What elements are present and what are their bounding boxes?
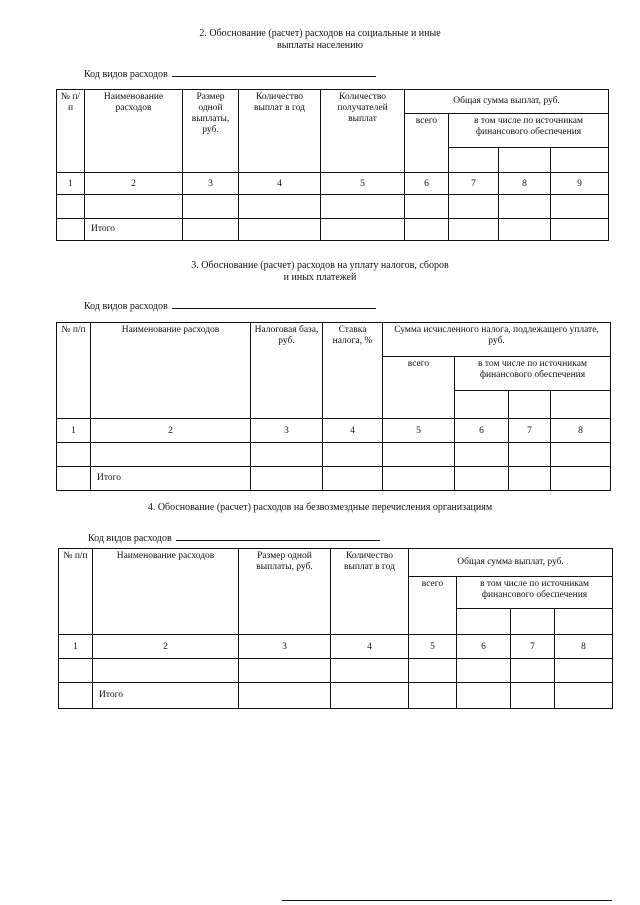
table-cell[interactable] bbox=[239, 195, 321, 219]
table-cell[interactable] bbox=[551, 219, 609, 241]
source-col-cell bbox=[455, 391, 509, 419]
column-number: 4 bbox=[239, 173, 321, 195]
header-name: Наименование расходов bbox=[93, 549, 239, 635]
column-number: 7 bbox=[511, 635, 555, 659]
section-3-code-row bbox=[84, 299, 376, 313]
column-number: 5 bbox=[321, 173, 405, 195]
table-row bbox=[59, 659, 613, 683]
header-count: Количество выплат в год bbox=[331, 549, 409, 635]
table-cell[interactable] bbox=[511, 683, 555, 709]
table-cell[interactable] bbox=[239, 683, 331, 709]
column-number: 3 bbox=[239, 635, 331, 659]
table-cell[interactable] bbox=[509, 443, 551, 467]
column-number: 2 bbox=[85, 173, 183, 195]
section-2-title-line2: выплаты населению bbox=[277, 40, 363, 51]
section-2-table bbox=[56, 89, 609, 241]
table-cell[interactable] bbox=[455, 467, 509, 491]
section-2-title-line1: 2. Обоснование (расчет) расходов на социальные и иные bbox=[199, 28, 441, 39]
table-cell[interactable] bbox=[323, 443, 383, 467]
section-2-code-label: Код видов расходов bbox=[84, 69, 168, 80]
column-number: 1 bbox=[57, 173, 85, 195]
table-cell[interactable] bbox=[239, 219, 321, 241]
column-number: 6 bbox=[457, 635, 511, 659]
section-3-title-line1: 3. Обоснование (расчет) расходов на уплату налогов, сборов bbox=[191, 260, 449, 271]
table-cell[interactable] bbox=[499, 219, 551, 241]
column-number: 2 bbox=[91, 419, 251, 443]
itogo-row bbox=[59, 683, 613, 709]
table-cell[interactable] bbox=[251, 467, 323, 491]
source-col-cell bbox=[551, 391, 611, 419]
bottom-divider bbox=[282, 900, 612, 901]
table-cell bbox=[57, 219, 85, 241]
section-4-table bbox=[58, 548, 613, 709]
table-cell[interactable] bbox=[509, 467, 551, 491]
itogo-row bbox=[57, 219, 609, 241]
table-row bbox=[57, 195, 609, 219]
itogo-label: Итого bbox=[93, 683, 239, 709]
table-cell[interactable] bbox=[409, 683, 457, 709]
header-rate: Ставка налога, % bbox=[323, 323, 383, 419]
table-cell[interactable] bbox=[555, 659, 613, 683]
table-cell[interactable] bbox=[57, 443, 91, 467]
column-number: 2 bbox=[93, 635, 239, 659]
table-cell[interactable] bbox=[331, 683, 409, 709]
header-sources: в том числе по источникам финансового обеспечения bbox=[449, 114, 609, 148]
table-cell[interactable] bbox=[457, 659, 511, 683]
header-num: № п/п bbox=[59, 549, 93, 635]
source-col-cell bbox=[457, 609, 511, 635]
section-3-table bbox=[56, 322, 611, 491]
table-cell[interactable] bbox=[455, 443, 509, 467]
section-3-code-label: Код видов расходов bbox=[84, 301, 168, 312]
table-cell[interactable] bbox=[449, 219, 499, 241]
table-cell[interactable] bbox=[183, 195, 239, 219]
header-size: Размер одной выплаты, руб. bbox=[239, 549, 331, 635]
table-cell[interactable] bbox=[239, 659, 331, 683]
column-number: 9 bbox=[551, 173, 609, 195]
table-cell[interactable] bbox=[383, 467, 455, 491]
header-name: Наименование расходов bbox=[85, 90, 183, 173]
source-col-cell bbox=[551, 148, 609, 173]
table-cell[interactable] bbox=[331, 659, 409, 683]
header-sources: в том числе по источникам финансового обеспечения bbox=[455, 357, 611, 391]
table-cell[interactable] bbox=[85, 195, 183, 219]
column-number: 1 bbox=[59, 635, 93, 659]
header-total: Общая сумма выплат, руб. bbox=[405, 90, 609, 114]
header-count: Количество выплат в год bbox=[239, 90, 321, 173]
source-col-cell bbox=[555, 609, 613, 635]
column-number: 6 bbox=[405, 173, 449, 195]
table-cell[interactable] bbox=[405, 219, 449, 241]
header-all: всего bbox=[409, 577, 457, 635]
table-cell[interactable] bbox=[183, 219, 239, 241]
header-all: всего bbox=[405, 114, 449, 173]
source-col-cell bbox=[499, 148, 551, 173]
table-cell[interactable] bbox=[551, 467, 611, 491]
itogo-label: Итого bbox=[85, 219, 183, 241]
itogo-row bbox=[57, 467, 611, 491]
section-4-code-row bbox=[88, 531, 380, 545]
section-3-title-line2: и иных платежей bbox=[283, 272, 357, 283]
table-cell[interactable] bbox=[321, 195, 405, 219]
table-cell[interactable] bbox=[57, 195, 85, 219]
table-cell[interactable] bbox=[321, 219, 405, 241]
column-number: 4 bbox=[323, 419, 383, 443]
table-row bbox=[57, 443, 611, 467]
table-cell[interactable] bbox=[457, 683, 511, 709]
column-number: 8 bbox=[551, 419, 611, 443]
source-col-cell bbox=[449, 148, 499, 173]
column-number: 1 bbox=[57, 419, 91, 443]
table-cell[interactable] bbox=[449, 195, 499, 219]
itogo-label: Итого bbox=[91, 467, 251, 491]
header-name: Наименование расходов bbox=[91, 323, 251, 419]
section-3-code-field[interactable] bbox=[172, 299, 376, 309]
column-number: 8 bbox=[555, 635, 613, 659]
table-cell[interactable] bbox=[93, 659, 239, 683]
header-size: Размер одной выплаты, руб. bbox=[183, 90, 239, 173]
section-4-code-label: Код видов расходов bbox=[88, 533, 172, 544]
header-recipients: Количество получателей выплат bbox=[321, 90, 405, 173]
column-number: 7 bbox=[449, 173, 499, 195]
table-cell[interactable] bbox=[59, 659, 93, 683]
table-cell[interactable] bbox=[499, 195, 551, 219]
table-cell[interactable] bbox=[551, 443, 611, 467]
header-total: Сумма исчисленного налога, подлежащего уплате, руб. bbox=[383, 323, 611, 357]
header-all: всего bbox=[383, 357, 455, 419]
header-num: № п/п bbox=[57, 90, 85, 173]
column-number: 3 bbox=[183, 173, 239, 195]
table-cell[interactable] bbox=[383, 443, 455, 467]
column-number: 8 bbox=[499, 173, 551, 195]
section-4-title-line1: 4. Обоснование (расчет) расходов на безвозмездные перечисления организациям bbox=[147, 502, 493, 513]
column-number: 5 bbox=[409, 635, 457, 659]
column-number: 4 bbox=[331, 635, 409, 659]
table-cell[interactable] bbox=[91, 443, 251, 467]
header-num: № п/п bbox=[57, 323, 91, 419]
column-number: 7 bbox=[509, 419, 551, 443]
column-number: 3 bbox=[251, 419, 323, 443]
table-cell[interactable] bbox=[551, 195, 609, 219]
table-cell[interactable] bbox=[409, 659, 457, 683]
column-number: 6 bbox=[455, 419, 509, 443]
column-number: 5 bbox=[383, 419, 455, 443]
table-cell bbox=[57, 467, 91, 491]
header-total: Общая сумма выплат, руб. bbox=[409, 549, 613, 577]
table-cell[interactable] bbox=[511, 659, 555, 683]
header-sources: в том числе по источникам финансового обеспечения bbox=[457, 577, 613, 609]
header-base: Налоговая база, руб. bbox=[251, 323, 323, 419]
source-col-cell bbox=[511, 609, 555, 635]
table-cell[interactable] bbox=[251, 443, 323, 467]
section-2-code-row bbox=[84, 67, 376, 81]
table-cell bbox=[59, 683, 93, 709]
section-2-code-field[interactable] bbox=[172, 67, 376, 77]
table-cell[interactable] bbox=[323, 467, 383, 491]
section-4-code-field[interactable] bbox=[176, 531, 380, 541]
table-cell[interactable] bbox=[555, 683, 613, 709]
table-cell[interactable] bbox=[405, 195, 449, 219]
source-col-cell bbox=[509, 391, 551, 419]
